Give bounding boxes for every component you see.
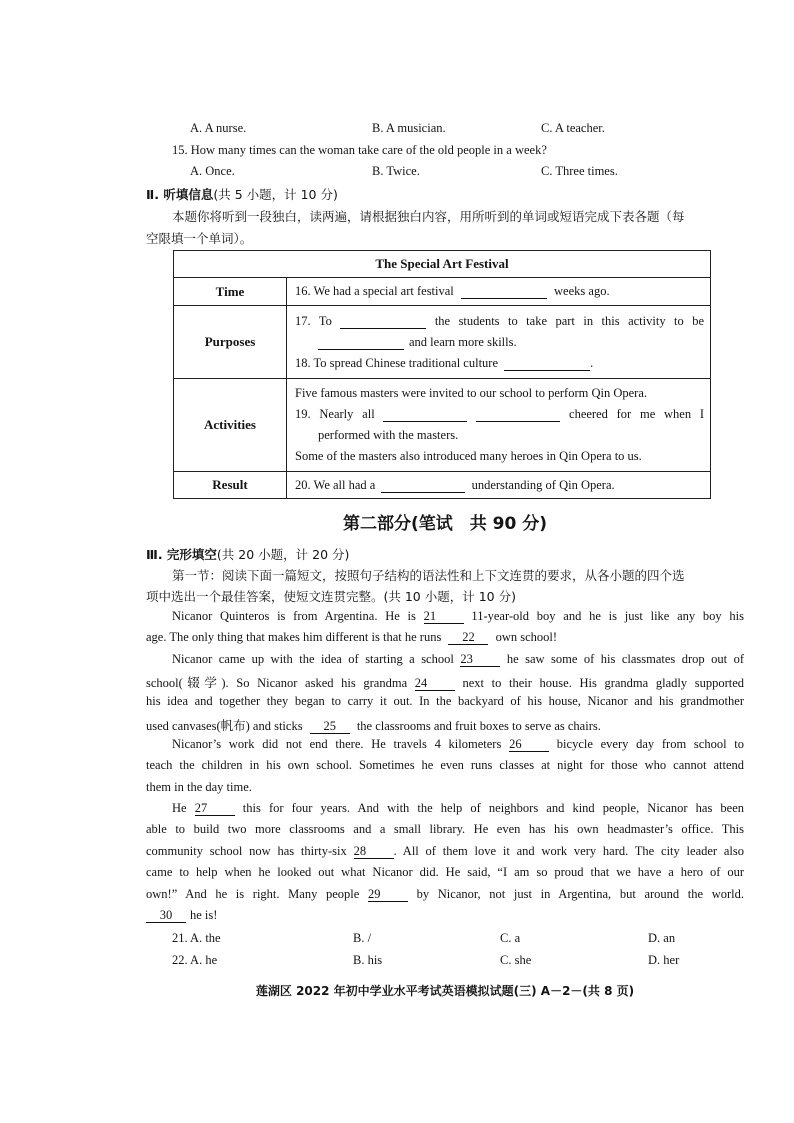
q19-line2: performed with the masters. <box>318 428 459 442</box>
passage-text: school(辍学). So Nicanor asked his grandma <box>146 676 408 690</box>
result-label: Result <box>174 472 287 499</box>
q15-option-a: A. Once. <box>190 164 235 178</box>
q20-text-before: 20. We all had a <box>295 477 376 492</box>
page-footer: 莲湖区 2022 年初中学业水平考试英语模拟试题(三) A－2－(共 8 页) <box>255 984 635 998</box>
q21-option-d: D. an <box>648 931 676 945</box>
activities-label: Activities <box>174 379 287 472</box>
passage-text: the classrooms and fruit boxes to serve as chairs. <box>356 719 601 733</box>
blank-23[interactable]: 23 <box>460 653 500 667</box>
q16-blank[interactable] <box>461 285 547 299</box>
time-label: Time <box>174 278 287 306</box>
q17-line2 <box>295 332 704 353</box>
q19-blank-2[interactable] <box>476 408 560 422</box>
passage-line <box>172 652 744 667</box>
table-row-time <box>174 278 711 306</box>
passage-text: bicycle every day from school to <box>556 737 744 751</box>
section2-instruction-line2: 空限填一个单词）。 <box>146 231 253 246</box>
passage-text: he saw some of his classmates drop out of <box>506 652 745 666</box>
q18-blank[interactable] <box>504 357 590 371</box>
passage-line <box>146 844 744 859</box>
passage-line <box>146 908 217 923</box>
passage-line <box>146 887 744 902</box>
passage-line: teach the children in his own school. Sometimes he even runs classes at night for those who cannot attend <box>146 758 744 772</box>
passage-text: by Nicanor, not just in Argentina, but around the world. <box>416 887 745 901</box>
q18-text-before: 18. To spread Chinese traditional culture <box>295 355 499 370</box>
passage-text: 11-year-old boy and he is just like any boy his <box>471 609 745 623</box>
q18-text-after: . <box>590 355 594 370</box>
q17-blank-1[interactable] <box>340 315 426 329</box>
passage-line: came to help when he looked out what Nicanor did. He said, “I am so proud that we have a hero of our <box>146 865 744 879</box>
passage-text: own!” And he is right. Many people <box>146 887 360 901</box>
blank-25[interactable]: 25 <box>310 720 350 734</box>
passage-line: able to build two more classrooms and a small library. He even has his own headmaster’s office. This <box>146 822 744 836</box>
q17-line2-text: and learn more skills. <box>409 334 517 349</box>
passage-text: own school! <box>495 630 558 644</box>
passage-line: them in the day time. <box>146 780 252 794</box>
q17-text-before: 17. To <box>295 313 332 328</box>
section2-heading <box>146 185 338 203</box>
passage-text: He <box>172 801 187 815</box>
passage-text: . All of them love it and work very hard. The city leader also <box>393 844 745 858</box>
q20-line <box>295 475 704 496</box>
blank-28[interactable]: 28 <box>354 845 394 859</box>
section3-instruction-line1: 第一节：阅读下面一篇短文，按照句子结构的语法性和上下文连贯的要求，从各小题的四个选 <box>172 568 685 583</box>
passage-line: his idea and together they began to carry it out. In the backyard of his house, Nicanor and his grandmother <box>146 694 744 708</box>
table-row-activities <box>174 379 711 472</box>
blank-24[interactable]: 24 <box>415 677 455 691</box>
q19-text-before: 19. Nearly all <box>295 407 375 421</box>
passage-text: community school now has thirty-six <box>146 844 347 858</box>
q15-option-c: C. Three times. <box>541 164 618 178</box>
section2-instruction-line1: 本题你将听到一段独白，读两遍，请根据独白内容，用所听到的单词或短语完成下表各题（每 <box>172 209 685 224</box>
blank-29[interactable]: 29 <box>368 888 408 902</box>
passage-text: Nicanor’s work did not end there. He travels 4 kilometers <box>172 737 502 751</box>
passage-line <box>172 609 744 624</box>
q16-line <box>295 281 704 302</box>
section3-instruction-line2: 项中选出一个最佳答案，使短文连贯完整。(共 10 小题，计 10 分) <box>146 589 516 604</box>
table-row-result <box>174 472 711 499</box>
q15-stem: 15. How many times can the woman take care of the old people in a week? <box>172 143 547 157</box>
passage-text: next to their house. His grandma gladly supported <box>462 676 745 690</box>
part2-title: 第二部分(笔试 共 90 分) <box>342 514 548 534</box>
q16-text-after: weeks ago. <box>554 284 610 298</box>
art-festival-table <box>173 250 711 499</box>
purposes-label: Purposes <box>174 306 287 379</box>
passage-line <box>146 673 744 691</box>
q19-blank-1[interactable] <box>383 408 467 422</box>
passage-line <box>146 630 557 645</box>
section3-heading-rest: (共 20 小题，计 20 分) <box>216 547 350 562</box>
passage-text: Nicanor came up with the idea of starting a school <box>172 652 454 666</box>
passage-line <box>146 716 601 734</box>
q21-option-c: C. a <box>500 931 521 945</box>
q15-option-b: B. Twice. <box>372 164 420 178</box>
blank-26[interactable]: 26 <box>509 738 549 752</box>
table-row-purposes <box>174 306 711 379</box>
q16-text-before: 16. We had a special art festival <box>295 284 454 298</box>
q20-text-after: understanding of Qin Opera. <box>471 477 615 492</box>
blank-27[interactable]: 27 <box>195 802 235 816</box>
blank-30[interactable]: 30 <box>146 909 186 923</box>
q14-option-a: A. A nurse. <box>190 121 247 135</box>
q19-line1 <box>295 404 704 425</box>
passage-text: Nicanor Quinteros is from Argentina. He is <box>172 609 416 623</box>
q21-option-a: 21. A. the <box>172 931 221 945</box>
q22-option-d: D. her <box>648 953 680 967</box>
blank-21[interactable]: 21 <box>424 610 464 624</box>
q18-line <box>295 353 704 374</box>
activities-line4: Some of the masters also introduced many heroes in Qin Opera to us. <box>295 449 642 463</box>
q17-line1 <box>295 311 704 332</box>
section3-heading <box>146 545 349 563</box>
passage-line <box>172 801 744 816</box>
passage-text: age. The only thing that makes him different is that he runs <box>146 630 442 644</box>
q19-text-after: cheered for me when I <box>569 407 705 421</box>
q14-option-c: C. A teacher. <box>541 121 605 135</box>
q20-blank[interactable] <box>381 479 465 493</box>
passage-line <box>172 737 744 752</box>
passage-text: used canvases(帆布) and sticks <box>146 719 303 733</box>
section2-heading-rest: (共 5 小题，计 10 分) <box>213 187 338 202</box>
activities-line1: Five famous masters were invited to our school to perform Qin Opera. <box>295 386 647 400</box>
passage-text: this for four years. And with the help of neighbors and kind people, Nicanor has been <box>242 801 745 815</box>
section2-heading-bold: Ⅱ. 听填信息 <box>146 187 214 202</box>
q22-option-c: C. she <box>500 953 532 967</box>
passage-text: he is! <box>190 908 218 922</box>
table-title: The Special Art Festival <box>174 251 711 278</box>
q22-option-b: B. his <box>353 953 383 967</box>
q17-text-after: the students to take part in this activity to be <box>434 313 705 328</box>
q21-option-b: B. / <box>353 931 372 945</box>
q14-option-b: B. A musician. <box>372 121 446 135</box>
section3-heading-bold: Ⅲ. 完形填空 <box>146 547 217 562</box>
blank-22[interactable]: 22 <box>448 631 488 645</box>
q22-option-a: 22. A. he <box>172 953 218 967</box>
q17-blank-2[interactable] <box>318 336 404 350</box>
